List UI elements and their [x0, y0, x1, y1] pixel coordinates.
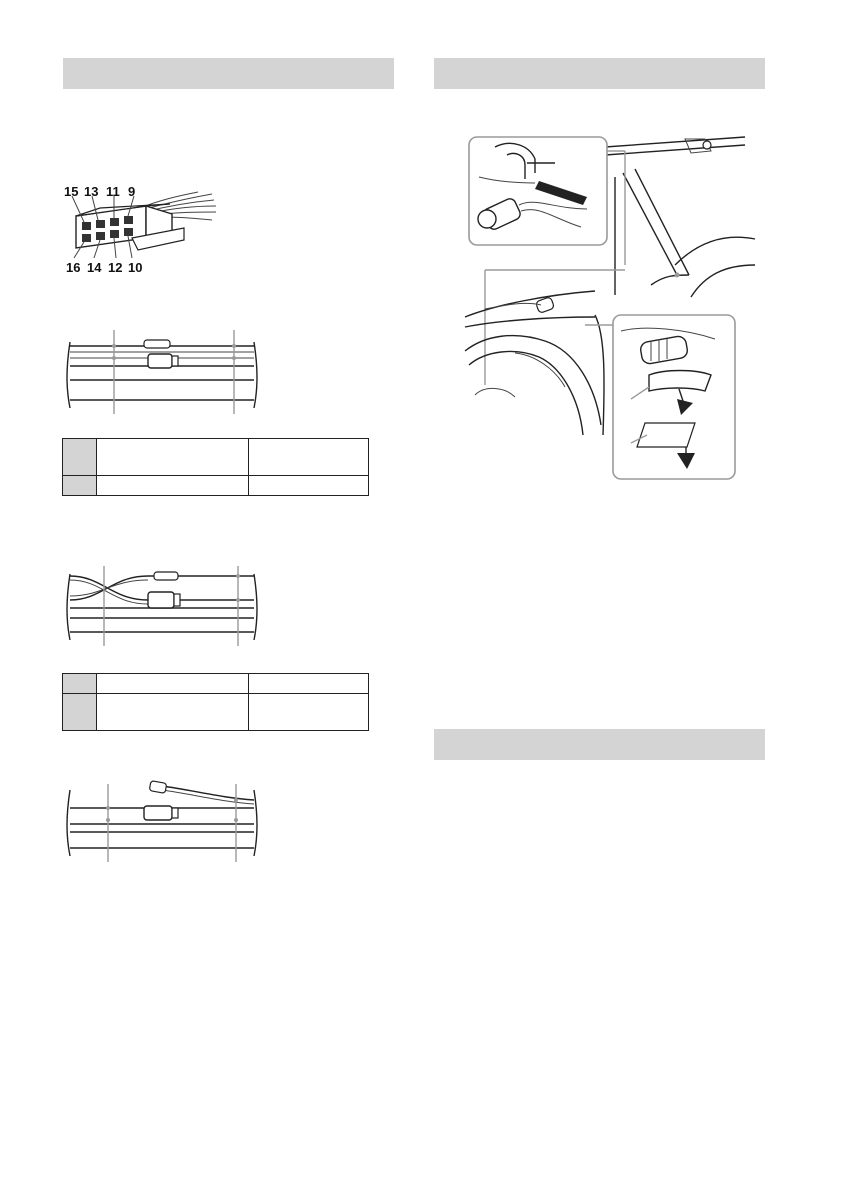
left-section-header	[63, 58, 394, 89]
pin-label-9: 9	[128, 184, 136, 199]
table-2-cell	[97, 694, 249, 731]
pin-label-10: 10	[128, 260, 143, 275]
pin-label-15: 15	[64, 184, 79, 199]
pin-label-16: 16	[66, 260, 81, 275]
table-1-shade-row-2	[63, 476, 97, 496]
pin-label-14: 14	[87, 260, 102, 275]
table-1-cell	[97, 439, 249, 476]
right-section-header-bottom	[434, 729, 765, 760]
table-1-cell	[249, 476, 369, 496]
table-2-shade-row-1	[63, 674, 97, 694]
microphone-installation-illustration	[455, 125, 755, 485]
wiring-diagram-1	[62, 328, 262, 418]
table-2-cell	[249, 674, 369, 694]
wiring-diagram-2	[62, 560, 262, 650]
pin-label-11: 11	[106, 184, 120, 199]
right-section-header-top	[434, 58, 765, 89]
table-1	[62, 438, 369, 496]
table-2-cell	[97, 674, 249, 694]
pin-label-12: 12	[108, 260, 123, 275]
table-1-cell	[249, 439, 369, 476]
iso-connector-icon	[60, 192, 220, 262]
table-1-cell	[97, 476, 249, 496]
table-1-shade-row-1	[63, 439, 97, 476]
wiring-diagram-3	[62, 776, 262, 866]
pin-label-13: 13	[84, 184, 99, 199]
table-2-shade-row-2	[63, 694, 97, 731]
table-2-cell	[249, 694, 369, 731]
table-2	[62, 673, 369, 731]
